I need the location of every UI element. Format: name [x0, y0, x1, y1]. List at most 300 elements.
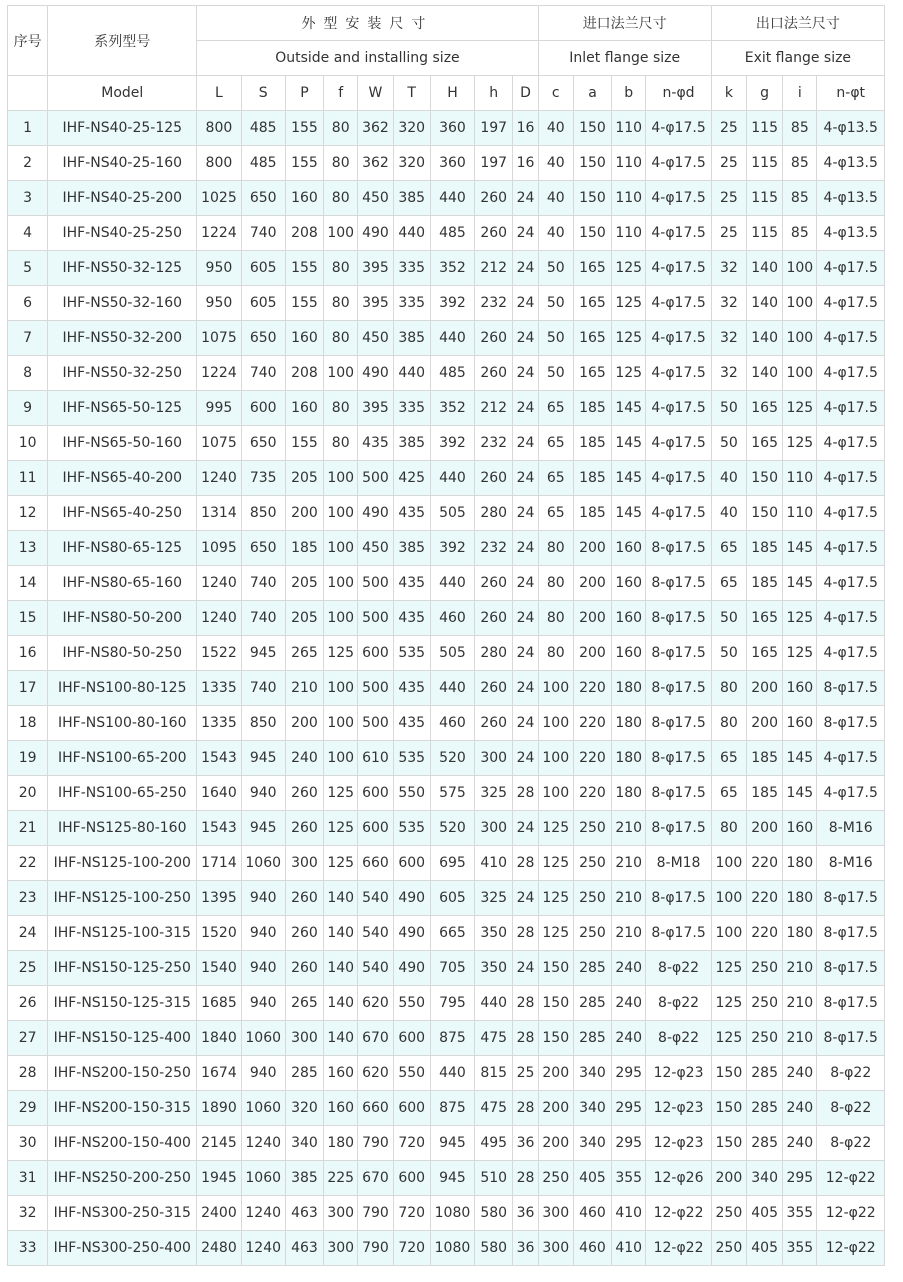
f-cell: 160	[324, 1056, 358, 1091]
T-cell: 720	[393, 1231, 430, 1266]
n-phi-t-cell: 8-φ17.5	[817, 1021, 885, 1056]
S-cell: 600	[241, 391, 285, 426]
outside-col-header: L	[197, 76, 241, 111]
H-cell: 440	[430, 461, 474, 496]
n-phi-t-cell: 8-φ22	[817, 1126, 885, 1161]
H-cell: 875	[430, 1091, 474, 1126]
H-cell: 440	[430, 566, 474, 601]
i-cell: 160	[783, 671, 817, 706]
c-cell: 150	[538, 951, 573, 986]
T-cell: 720	[393, 1196, 430, 1231]
model-cell: IHF-NS65-50-125	[48, 391, 197, 426]
model-cell: IHF-NS80-50-200	[48, 601, 197, 636]
D-cell: 28	[513, 1021, 538, 1056]
a-cell: 220	[573, 671, 611, 706]
k-cell: 25	[711, 146, 746, 181]
row-index: 3	[8, 181, 48, 216]
n-phi-t-cell: 8-M16	[817, 846, 885, 881]
model-cell: IHF-NS100-65-200	[48, 741, 197, 776]
a-cell: 340	[573, 1056, 611, 1091]
n-phi-t-cell: 8-φ22	[817, 1056, 885, 1091]
H-cell: 505	[430, 496, 474, 531]
T-cell: 435	[393, 566, 430, 601]
h-cell: 260	[475, 321, 513, 356]
H-cell: 460	[430, 706, 474, 741]
f-cell: 100	[324, 531, 358, 566]
n-phi-d-cell: 8-φ17.5	[646, 741, 711, 776]
k-cell: 100	[711, 916, 746, 951]
a-cell: 460	[573, 1196, 611, 1231]
h-cell: 232	[475, 426, 513, 461]
table-row	[8, 251, 885, 286]
c-cell: 150	[538, 1021, 573, 1056]
D-cell: 24	[513, 461, 538, 496]
P-cell: 208	[285, 356, 323, 391]
f-cell: 140	[324, 986, 358, 1021]
S-cell: 735	[241, 461, 285, 496]
h-cell: 260	[475, 566, 513, 601]
i-cell: 355	[783, 1231, 817, 1266]
L-cell: 1945	[197, 1161, 241, 1196]
a-cell: 220	[573, 706, 611, 741]
a-cell: 185	[573, 391, 611, 426]
T-cell: 535	[393, 811, 430, 846]
c-cell: 40	[538, 216, 573, 251]
n-phi-d-cell: 8-φ22	[646, 986, 711, 1021]
k-cell: 80	[711, 671, 746, 706]
W-cell: 435	[358, 426, 393, 461]
h-cell: 232	[475, 531, 513, 566]
table-row	[8, 846, 885, 881]
n-phi-t-cell: 4-φ17.5	[817, 356, 885, 391]
row-index: 15	[8, 601, 48, 636]
row-index: 23	[8, 881, 48, 916]
n-phi-d-cell: 12-φ23	[646, 1091, 711, 1126]
D-cell: 24	[513, 636, 538, 671]
P-cell: 265	[285, 636, 323, 671]
model-cell: IHF-NS50-32-250	[48, 356, 197, 391]
k-cell: 80	[711, 811, 746, 846]
a-cell: 250	[573, 811, 611, 846]
g-cell: 165	[747, 601, 783, 636]
n-phi-d-cell: 8-φ17.5	[646, 636, 711, 671]
model-cell: IHF-NS65-40-250	[48, 496, 197, 531]
n-phi-t-cell: 4-φ17.5	[817, 636, 885, 671]
c-cell: 100	[538, 671, 573, 706]
i-cell: 110	[783, 461, 817, 496]
k-cell: 250	[711, 1196, 746, 1231]
D-cell: 24	[513, 356, 538, 391]
g-cell: 185	[747, 566, 783, 601]
g-cell: 285	[747, 1126, 783, 1161]
model-cell: IHF-NS125-100-315	[48, 916, 197, 951]
P-cell: 285	[285, 1056, 323, 1091]
L-cell: 1224	[197, 356, 241, 391]
S-cell: 850	[241, 496, 285, 531]
W-cell: 362	[358, 111, 393, 146]
i-cell: 145	[783, 531, 817, 566]
n-phi-t-cell: 8-φ17.5	[817, 881, 885, 916]
H-cell: 605	[430, 881, 474, 916]
T-cell: 385	[393, 181, 430, 216]
n-phi-t-cell: 4-φ13.5	[817, 146, 885, 181]
model-cell: IHF-NS125-80-160	[48, 811, 197, 846]
P-cell: 300	[285, 1021, 323, 1056]
row-index: 18	[8, 706, 48, 741]
f-cell: 100	[324, 671, 358, 706]
H-cell: 440	[430, 181, 474, 216]
a-cell: 185	[573, 496, 611, 531]
b-cell: 145	[612, 391, 646, 426]
H-cell: 520	[430, 811, 474, 846]
W-cell: 620	[358, 986, 393, 1021]
D-cell: 36	[513, 1196, 538, 1231]
table-row	[8, 146, 885, 181]
n-phi-t-cell: 4-φ17.5	[817, 461, 885, 496]
a-cell: 165	[573, 286, 611, 321]
outside-en-header: Outside and installing size	[197, 41, 538, 76]
L-cell: 1335	[197, 706, 241, 741]
L-cell: 1890	[197, 1091, 241, 1126]
row-index: 20	[8, 776, 48, 811]
a-cell: 200	[573, 566, 611, 601]
c-cell: 80	[538, 566, 573, 601]
L-cell: 1714	[197, 846, 241, 881]
i-cell: 240	[783, 1056, 817, 1091]
c-cell: 65	[538, 496, 573, 531]
W-cell: 500	[358, 601, 393, 636]
a-cell: 250	[573, 846, 611, 881]
h-cell: 260	[475, 356, 513, 391]
c-cell: 50	[538, 251, 573, 286]
g-cell: 115	[747, 111, 783, 146]
S-cell: 605	[241, 251, 285, 286]
table-row	[8, 216, 885, 251]
n-phi-t-cell: 12-φ22	[817, 1196, 885, 1231]
f-cell: 300	[324, 1196, 358, 1231]
table-row	[8, 461, 885, 496]
inlet-cn-header: 进口法兰尺寸	[538, 6, 711, 41]
H-cell: 440	[430, 1056, 474, 1091]
W-cell: 670	[358, 1021, 393, 1056]
H-cell: 575	[430, 776, 474, 811]
b-cell: 210	[612, 916, 646, 951]
a-cell: 165	[573, 321, 611, 356]
model-cell: IHF-NS40-25-250	[48, 216, 197, 251]
W-cell: 600	[358, 776, 393, 811]
S-cell: 1240	[241, 1126, 285, 1161]
g-cell: 140	[747, 321, 783, 356]
D-cell: 24	[513, 706, 538, 741]
h-cell: 197	[475, 111, 513, 146]
c-cell: 65	[538, 461, 573, 496]
P-cell: 260	[285, 916, 323, 951]
W-cell: 500	[358, 671, 393, 706]
n-phi-t-cell: 4-φ13.5	[817, 216, 885, 251]
b-cell: 110	[612, 146, 646, 181]
table-row	[8, 706, 885, 741]
S-cell: 940	[241, 881, 285, 916]
f-cell: 80	[324, 391, 358, 426]
model-cell: IHF-NS200-150-400	[48, 1126, 197, 1161]
row-index: 5	[8, 251, 48, 286]
row-index: 12	[8, 496, 48, 531]
D-cell: 28	[513, 986, 538, 1021]
h-cell: 495	[475, 1126, 513, 1161]
index-blank-header	[8, 76, 48, 111]
c-cell: 100	[538, 741, 573, 776]
W-cell: 660	[358, 1091, 393, 1126]
W-cell: 670	[358, 1161, 393, 1196]
inlet-col-header: b	[612, 76, 646, 111]
b-cell: 295	[612, 1056, 646, 1091]
k-cell: 50	[711, 426, 746, 461]
f-cell: 140	[324, 916, 358, 951]
L-cell: 1543	[197, 741, 241, 776]
k-cell: 32	[711, 251, 746, 286]
i-cell: 125	[783, 426, 817, 461]
f-cell: 80	[324, 251, 358, 286]
outside-col-header: T	[393, 76, 430, 111]
D-cell: 24	[513, 741, 538, 776]
a-cell: 285	[573, 1021, 611, 1056]
row-index: 6	[8, 286, 48, 321]
f-cell: 80	[324, 111, 358, 146]
n-phi-d-cell: 4-φ17.5	[646, 356, 711, 391]
L-cell: 1240	[197, 566, 241, 601]
c-cell: 200	[538, 1056, 573, 1091]
b-cell: 110	[612, 181, 646, 216]
model-cell: IHF-NS80-65-125	[48, 531, 197, 566]
model-cell: IHF-NS50-32-125	[48, 251, 197, 286]
n-phi-d-cell: 8-φ22	[646, 1021, 711, 1056]
g-cell: 405	[747, 1196, 783, 1231]
n-phi-d-cell: 4-φ17.5	[646, 321, 711, 356]
row-index: 29	[8, 1091, 48, 1126]
b-cell: 160	[612, 531, 646, 566]
S-cell: 650	[241, 181, 285, 216]
row-index: 2	[8, 146, 48, 181]
S-cell: 740	[241, 216, 285, 251]
a-cell: 285	[573, 986, 611, 1021]
P-cell: 155	[285, 111, 323, 146]
H-cell: 1080	[430, 1231, 474, 1266]
L-cell: 1224	[197, 216, 241, 251]
k-cell: 65	[711, 531, 746, 566]
D-cell: 24	[513, 531, 538, 566]
n-phi-d-cell: 4-φ17.5	[646, 216, 711, 251]
table-body	[8, 111, 885, 1266]
n-phi-d-cell: 4-φ17.5	[646, 286, 711, 321]
n-phi-t-cell: 4-φ17.5	[817, 251, 885, 286]
c-cell: 50	[538, 356, 573, 391]
n-phi-t-cell: 4-φ17.5	[817, 496, 885, 531]
c-cell: 40	[538, 146, 573, 181]
S-cell: 940	[241, 916, 285, 951]
model-cell: IHF-NS300-250-315	[48, 1196, 197, 1231]
n-phi-t-cell: 8-φ17.5	[817, 916, 885, 951]
f-cell: 80	[324, 426, 358, 461]
h-cell: 300	[475, 811, 513, 846]
S-cell: 740	[241, 566, 285, 601]
i-cell: 145	[783, 776, 817, 811]
f-cell: 80	[324, 321, 358, 356]
table-row	[8, 566, 885, 601]
c-cell: 100	[538, 706, 573, 741]
T-cell: 535	[393, 741, 430, 776]
table-row	[8, 811, 885, 846]
H-cell: 460	[430, 601, 474, 636]
H-cell: 945	[430, 1161, 474, 1196]
b-cell: 160	[612, 566, 646, 601]
c-cell: 65	[538, 391, 573, 426]
H-cell: 352	[430, 251, 474, 286]
g-cell: 285	[747, 1056, 783, 1091]
W-cell: 620	[358, 1056, 393, 1091]
exit-col-header: k	[711, 76, 746, 111]
W-cell: 540	[358, 881, 393, 916]
b-cell: 145	[612, 461, 646, 496]
D-cell: 16	[513, 146, 538, 181]
a-cell: 220	[573, 776, 611, 811]
H-cell: 485	[430, 356, 474, 391]
i-cell: 100	[783, 251, 817, 286]
P-cell: 155	[285, 426, 323, 461]
b-cell: 240	[612, 986, 646, 1021]
g-cell: 405	[747, 1231, 783, 1266]
table-row	[8, 1091, 885, 1126]
L-cell: 1335	[197, 671, 241, 706]
g-cell: 140	[747, 356, 783, 391]
L-cell: 2145	[197, 1126, 241, 1161]
n-phi-t-cell: 8-φ17.5	[817, 986, 885, 1021]
exit-en-header: Exit flange size	[711, 41, 884, 76]
P-cell: 155	[285, 251, 323, 286]
n-phi-t-cell: 4-φ17.5	[817, 566, 885, 601]
P-cell: 340	[285, 1126, 323, 1161]
D-cell: 24	[513, 391, 538, 426]
g-cell: 140	[747, 251, 783, 286]
g-cell: 140	[747, 286, 783, 321]
n-phi-t-cell: 4-φ17.5	[817, 601, 885, 636]
L-cell: 1240	[197, 461, 241, 496]
g-cell: 115	[747, 216, 783, 251]
n-phi-t-cell: 8-φ22	[817, 1091, 885, 1126]
a-cell: 185	[573, 461, 611, 496]
n-phi-d-cell: 4-φ17.5	[646, 111, 711, 146]
P-cell: 160	[285, 391, 323, 426]
n-phi-t-cell: 4-φ17.5	[817, 531, 885, 566]
n-phi-t-cell: 4-φ17.5	[817, 426, 885, 461]
W-cell: 450	[358, 531, 393, 566]
g-cell: 220	[747, 916, 783, 951]
k-cell: 65	[711, 776, 746, 811]
a-cell: 185	[573, 426, 611, 461]
S-cell: 650	[241, 531, 285, 566]
n-phi-t-cell: 4-φ17.5	[817, 776, 885, 811]
table-row	[8, 1126, 885, 1161]
k-cell: 80	[711, 706, 746, 741]
D-cell: 24	[513, 251, 538, 286]
n-phi-t-cell: 8-φ17.5	[817, 951, 885, 986]
k-cell: 65	[711, 566, 746, 601]
W-cell: 450	[358, 321, 393, 356]
table-row	[8, 531, 885, 566]
S-cell: 850	[241, 706, 285, 741]
a-cell: 150	[573, 216, 611, 251]
row-index: 19	[8, 741, 48, 776]
W-cell: 490	[358, 216, 393, 251]
D-cell: 24	[513, 566, 538, 601]
row-index: 4	[8, 216, 48, 251]
outside-col-header: W	[358, 76, 393, 111]
n-phi-t-cell: 4-φ17.5	[817, 391, 885, 426]
table-row	[8, 636, 885, 671]
f-cell: 100	[324, 601, 358, 636]
a-cell: 340	[573, 1126, 611, 1161]
c-cell: 80	[538, 636, 573, 671]
P-cell: 160	[285, 321, 323, 356]
b-cell: 410	[612, 1231, 646, 1266]
D-cell: 24	[513, 881, 538, 916]
i-cell: 85	[783, 111, 817, 146]
g-cell: 200	[747, 706, 783, 741]
H-cell: 352	[430, 391, 474, 426]
W-cell: 790	[358, 1196, 393, 1231]
L-cell: 1095	[197, 531, 241, 566]
D-cell: 25	[513, 1056, 538, 1091]
P-cell: 205	[285, 461, 323, 496]
i-cell: 85	[783, 181, 817, 216]
model-cell: IHF-NS100-80-125	[48, 671, 197, 706]
i-cell: 85	[783, 216, 817, 251]
T-cell: 385	[393, 321, 430, 356]
table-row	[8, 776, 885, 811]
h-cell: 815	[475, 1056, 513, 1091]
P-cell: 185	[285, 531, 323, 566]
L-cell: 1522	[197, 636, 241, 671]
row-index: 7	[8, 321, 48, 356]
f-cell: 160	[324, 1091, 358, 1126]
n-phi-d-cell: 8-φ17.5	[646, 881, 711, 916]
n-phi-d-cell: 8-φ17.5	[646, 601, 711, 636]
h-cell: 260	[475, 706, 513, 741]
D-cell: 24	[513, 286, 538, 321]
S-cell: 1060	[241, 1091, 285, 1126]
T-cell: 335	[393, 391, 430, 426]
b-cell: 210	[612, 846, 646, 881]
P-cell: 463	[285, 1196, 323, 1231]
g-cell: 165	[747, 391, 783, 426]
i-cell: 110	[783, 496, 817, 531]
f-cell: 125	[324, 776, 358, 811]
T-cell: 550	[393, 1056, 430, 1091]
table-row	[8, 741, 885, 776]
P-cell: 260	[285, 951, 323, 986]
i-cell: 125	[783, 391, 817, 426]
H-cell: 520	[430, 741, 474, 776]
h-cell: 260	[475, 461, 513, 496]
row-index: 25	[8, 951, 48, 986]
c-cell: 300	[538, 1196, 573, 1231]
n-phi-d-cell: 8-φ17.5	[646, 566, 711, 601]
model-cell: IHF-NS200-150-315	[48, 1091, 197, 1126]
table-row	[8, 671, 885, 706]
L-cell: 2400	[197, 1196, 241, 1231]
f-cell: 100	[324, 216, 358, 251]
model-cell: IHF-NS150-125-400	[48, 1021, 197, 1056]
k-cell: 25	[711, 111, 746, 146]
